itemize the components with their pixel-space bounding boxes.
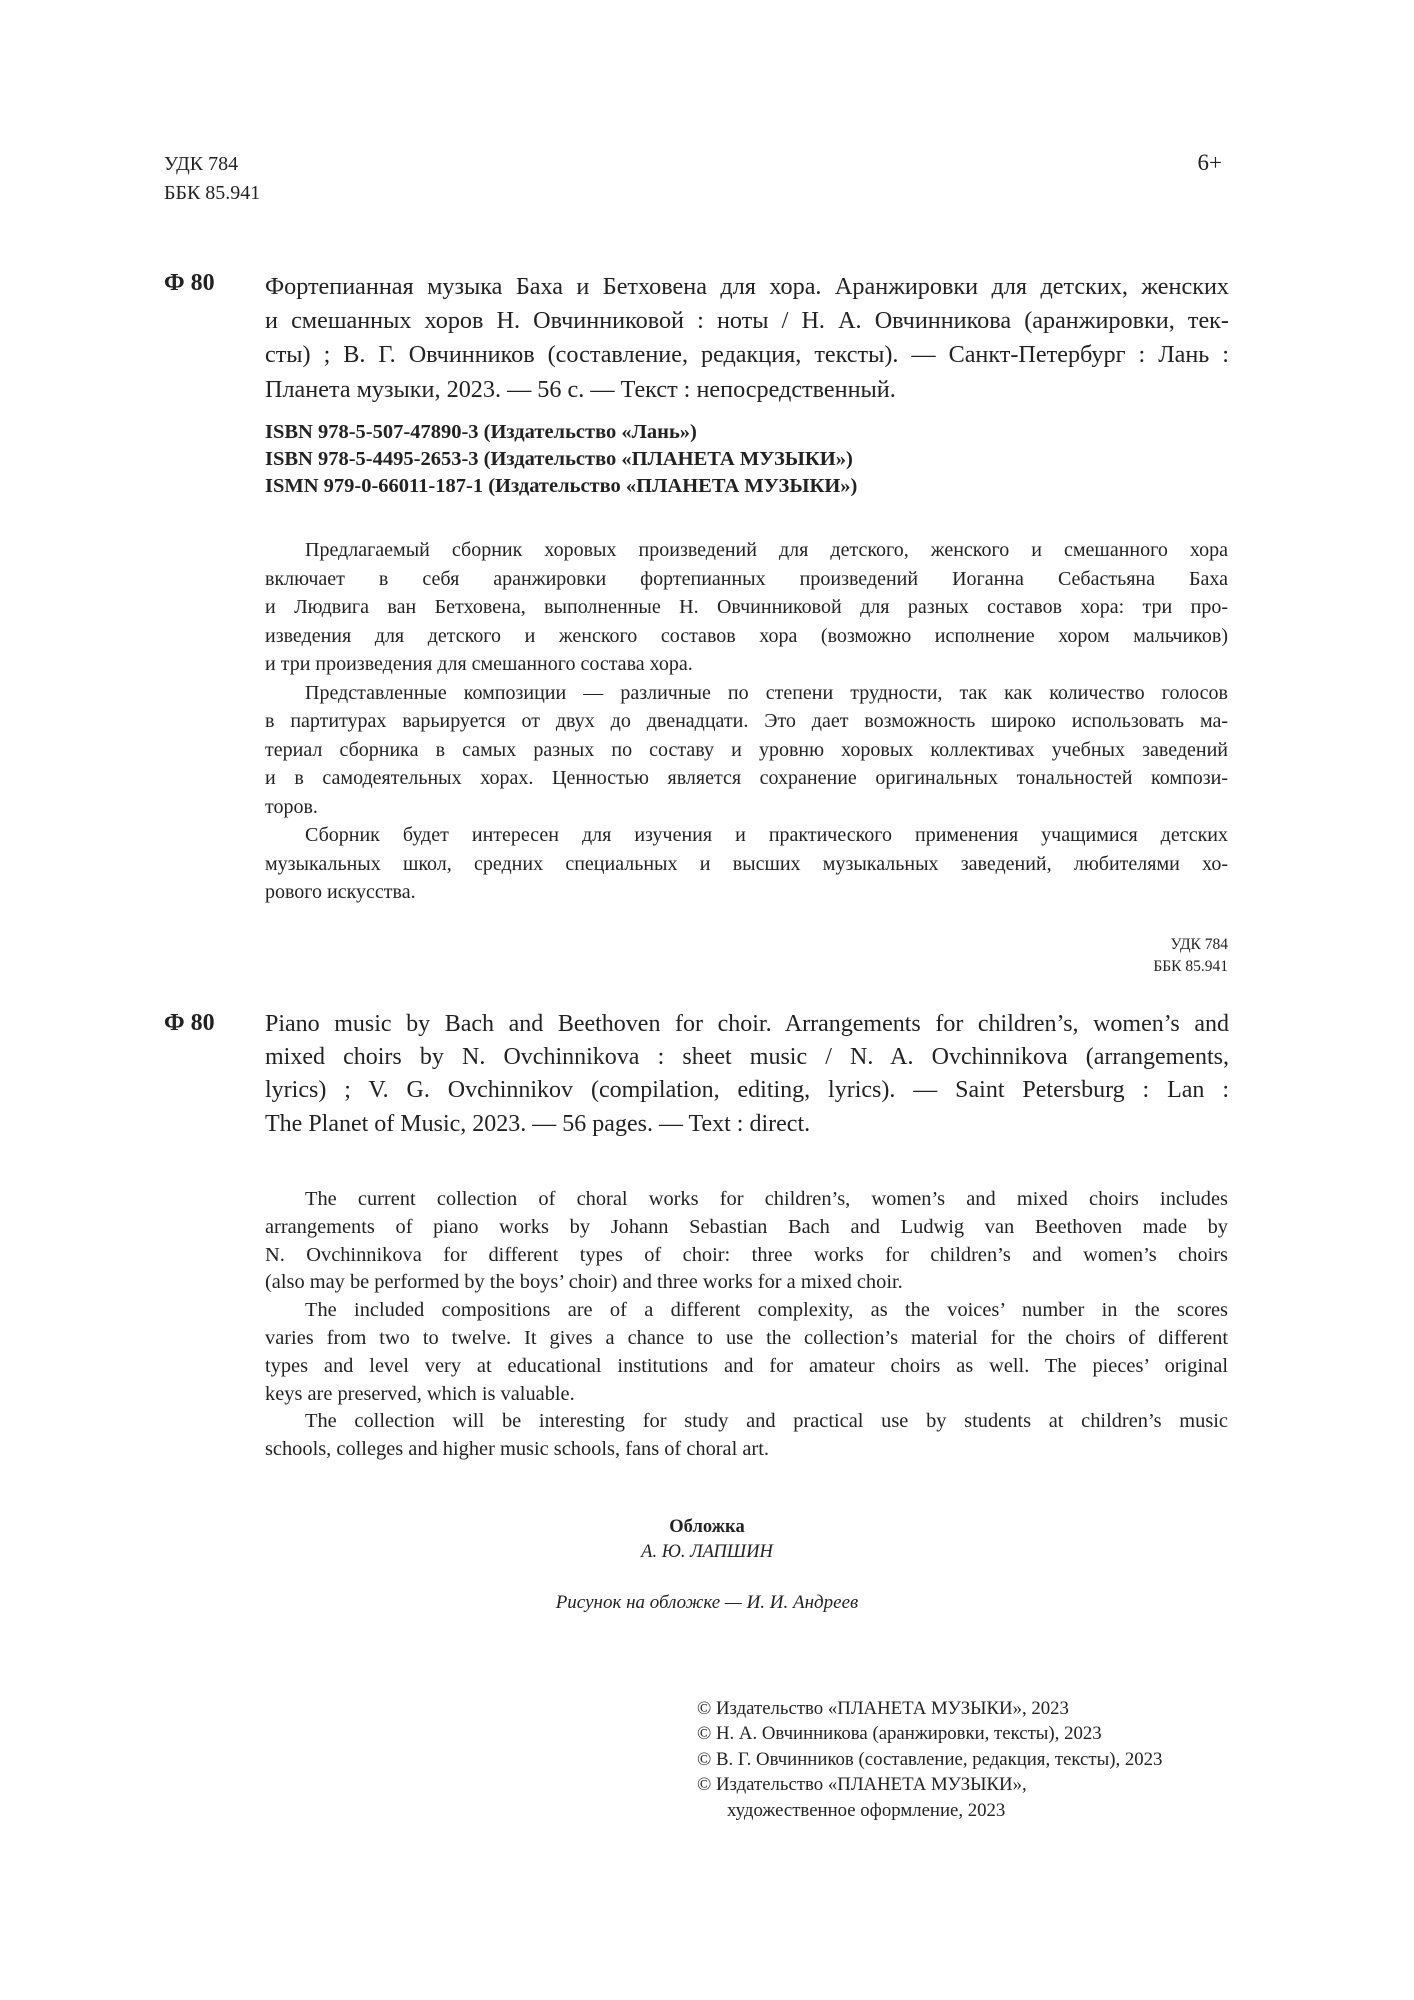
- abstract-line: arrangements of piano works by Johann Sebastian Bach and Ludwig van Beethoven made by: [265, 1215, 1228, 1238]
- author-mark: Ф 80: [164, 270, 215, 296]
- author-mark: Ф 80: [164, 1010, 215, 1036]
- entry-line: lyrics) ; V. G. Ovchinnikov (compilation, editing, lyrics). — Saint Petersburg : Lan :: [265, 1077, 1229, 1104]
- entry-line: и смешанных хоров Н. Овчинниковой : ноты / Н. А. Овчинникова (аранжировки, тек-: [265, 307, 1229, 335]
- abstract-line: types and level very at educational institutions and for amateur choirs as well. The pieces’ original: [265, 1354, 1228, 1377]
- abstract-line: включает в себя аранжировки фортепианных произведений Иоганна Себастьяна Баха: [265, 567, 1228, 590]
- bbk-code: ББК 85.941: [164, 182, 261, 204]
- abstract-line: и Людвига ван Бетховена, выполненные Н. Овчинниковой для разных составов хора: три про-: [265, 596, 1228, 618]
- isbn-block: [265, 419, 857, 499]
- abstract-en: [265, 1186, 1228, 1464]
- classification-codes-2: [1153, 934, 1228, 978]
- abstract-line: торов.: [265, 795, 318, 818]
- abstract-ru: [265, 536, 1228, 907]
- cover-illustration-credit: Рисунок на обложке — И. И. Андреев: [555, 1592, 859, 1613]
- abstract-line: музыкальных школ, средних специальных и высших музыкальных заведений, любителями хо-: [265, 852, 1228, 875]
- isbn-line: ISBN 978-5-507-47890-3 (Издательство «Лань»): [265, 421, 697, 443]
- copyright-line: © Издательство «ПЛАНЕТА МУЗЫКИ», 2023: [697, 1698, 1069, 1719]
- abstract-line: (also may be performed by the boys’ choir) and three works for a mixed choir.: [265, 1271, 903, 1294]
- cover-credits: [0, 1515, 1414, 1565]
- catalog-entry-ru: [265, 270, 1229, 407]
- abstract-line: N. Ovchinnikova for different types of choir: three works for children’s and women’s choirs: [265, 1243, 1228, 1266]
- cover-heading: Обложка: [669, 1517, 745, 1537]
- abstract-line: varies from two to twelve. It gives a chance to use the collection’s material for the choirs of different: [265, 1326, 1228, 1349]
- copyright-block: [697, 1696, 1162, 1823]
- copyright-line: © Издательство «ПЛАНЕТА МУЗЫКИ»,: [697, 1774, 1027, 1796]
- abstract-line: и в самодеятельных хорах. Ценностью является сохранение оригинальных тональностей компози-: [265, 767, 1228, 789]
- abstract-line: в партитурах варьируется от двух до двенадцати. Это дает возможность широко использовать ма-: [265, 710, 1228, 732]
- abstract-line: The current collection of choral works for children’s, women’s and mixed choirs includes: [305, 1188, 1228, 1210]
- copyright-line: © Н. А. Овчинникова (аранжировки, тексты), 2023: [697, 1723, 1102, 1745]
- abstract-line: Предлагаемый сборник хоровых произведений для детского, женского и смешанного хора: [305, 539, 1228, 561]
- abstract-line: изведения для детского и женского составов хора (возможно исполнение хором мальчиков): [265, 624, 1228, 647]
- classification-codes: [164, 150, 260, 208]
- ismn-line: ISMN 979-0-66011-187-1 (Издательство «ПЛАНЕТА МУЗЫКИ»): [265, 474, 858, 497]
- entry-line: Фортепианная музыка Баха и Бетховена для хора. Аранжировки для детских, женских: [265, 273, 1229, 300]
- abstract-line: Представленные композиции — различные по степени трудности, так как количество голосов: [305, 681, 1228, 704]
- entry-line: Планета музыки, 2023. — 56 с. — Текст : непосредственный.: [265, 375, 896, 403]
- abstract-line: териал сборника в самых разных по составу и уровню хоровых коллективах учебных заведений: [265, 738, 1228, 761]
- abstract-line: schools, colleges and higher music schools, fans of choral art.: [265, 1438, 769, 1461]
- entry-line: The Planet of Music, 2023. — 56 pages. — Text : direct.: [265, 1110, 811, 1137]
- abstract-line: рового искусства.: [265, 881, 416, 903]
- age-rating: 6+: [1197, 150, 1222, 175]
- udk-code: УДК 784: [1170, 936, 1228, 953]
- abstract-line: The collection will be interesting for study and practical use by students at children’s music: [305, 1410, 1228, 1433]
- copyright-line: © В. Г. Овчинников (составление, редакция, тексты), 2023: [697, 1748, 1163, 1770]
- abstract-line: и три произведения для смешанного состава хора.: [265, 653, 693, 675]
- entry-line: сты) ; В. Г. Овчинников (составление, редакция, тексты). — Санкт-Петербург : Лань :: [265, 341, 1229, 369]
- bbk-code: ББК 85.941: [1153, 958, 1228, 975]
- udk-code: УДК 784: [164, 153, 239, 175]
- catalog-entry-en: [265, 1008, 1229, 1141]
- abstract-line: The included compositions are of a different complexity, as the voices’ number in the scores: [305, 1299, 1228, 1322]
- entry-line: mixed choirs by N. Ovchinnikova : sheet music / N. A. Ovchinnikova (arrangements,: [265, 1044, 1229, 1071]
- copyright-line: художественное оформление, 2023: [727, 1799, 1006, 1821]
- isbn-line: ISBN 978-5-4495-2653-3 (Издательство «ПЛАНЕТА МУЗЫКИ»): [265, 447, 853, 470]
- abstract-line: Сборник будет интересен для изучения и практического применения учащимися детских: [305, 824, 1228, 846]
- abstract-line: keys are preserved, which is valuable.: [265, 1382, 575, 1405]
- cover-designer: А. Ю. ЛАПШИН: [641, 1542, 773, 1562]
- entry-line: Piano music by Bach and Beethoven for choir. Arrangements for children’s, women’s and: [265, 1011, 1229, 1037]
